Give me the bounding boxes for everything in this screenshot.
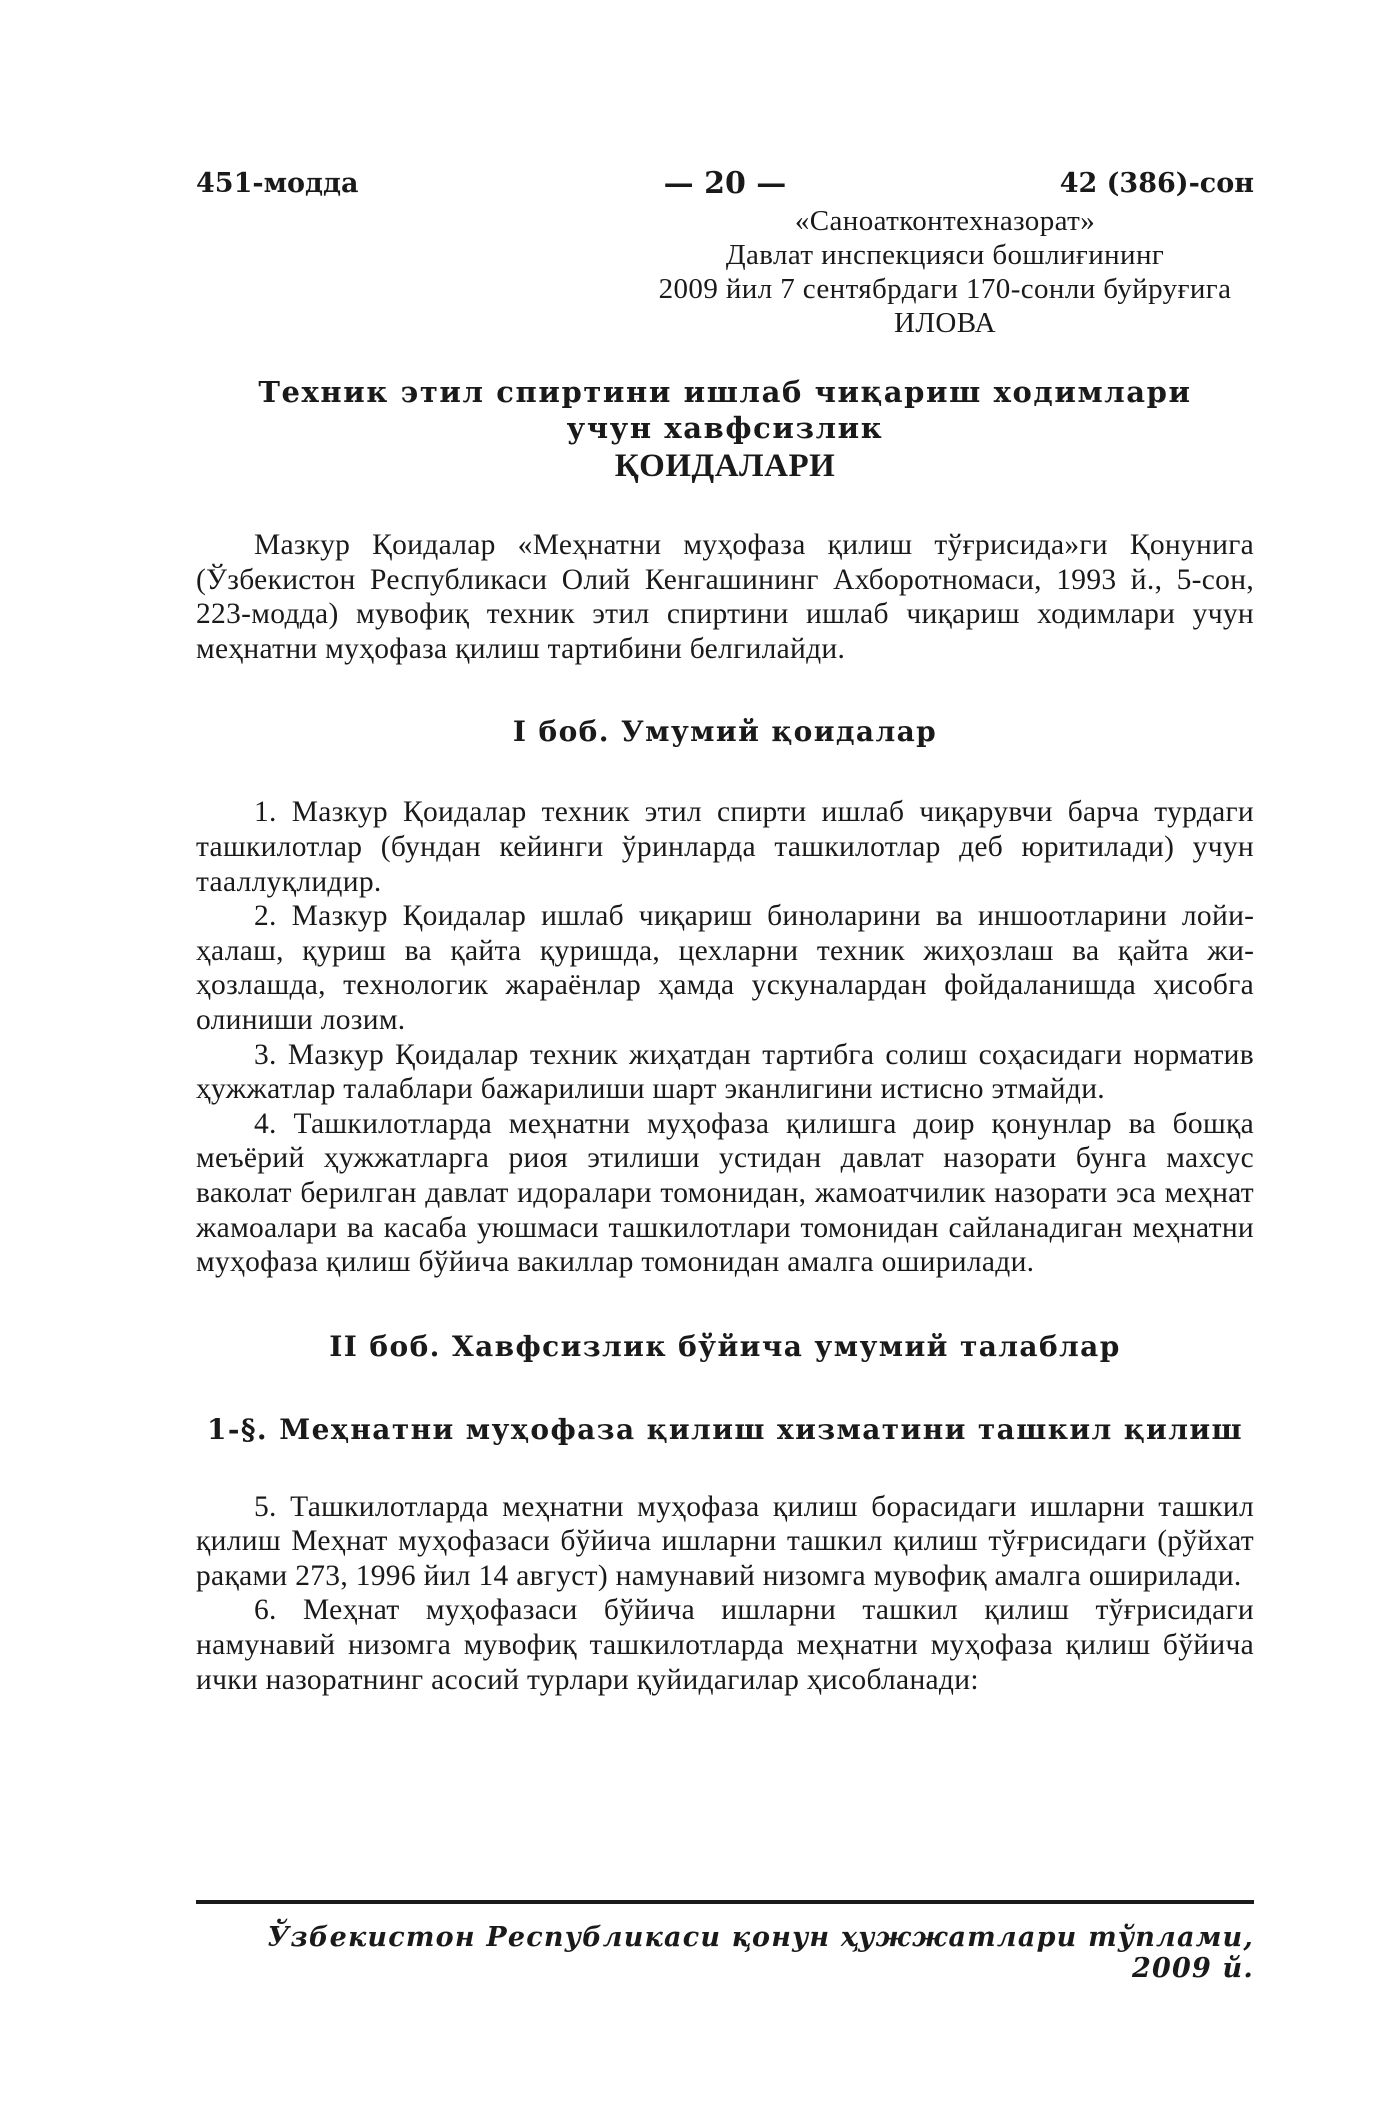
chapter-heading: II боб. Хавфсизлик бўйича умумий талаблар	[329, 1329, 1121, 1363]
title-line: учун хавфсизлик	[566, 411, 884, 445]
title-line: Техник этил спиртини ишлаб чиқариш ходимлари	[258, 375, 1192, 409]
annex-line: Давлат инспекцияси бошлиғининг	[725, 239, 1165, 271]
footer-divider	[196, 1900, 1254, 1904]
list-item: 1. Мазкур Қоидалар техник этил спирти ишлаб чиқарувчи барча турдаги ташкилотлар (бундан кейинги ўринларда ташкилотлар деб юритилади) учун тааллуқлидир.	[196, 796, 1254, 898]
list-item: 5. Ташкилотларда меҳнатни муҳофаза қилиш борасидаги ишларни ташкил қилиш Меҳнат муҳофазаси бўйича ишларни ташкил қилиш тўғрисидаги (рўйхат рақами 273, 1996 йил 14 август) намунавий низомга мувофиқ амалга оширилади.	[196, 1490, 1254, 1592]
list-item: 6. Меҳнат муҳофазаси бўйича ишларни ташкил қилиш тўғрисидаги намунавий низомга мувофиқ ташкилотларда меҳнатни муҳофаза қилиш бўйича ички назоратнинг асосий турлари қуйидагилар ҳисобланади:	[196, 1594, 1254, 1696]
section-heading: 1-§. Меҳнатни муҳофаза қилиш хизматини ташкил қилиш	[206, 1412, 1243, 1446]
title-main: ҚОИДАЛАРИ	[614, 448, 836, 484]
list-item: 2. Мазкур Қоидалар ишлаб чиқариш биноларини ва иншоотларини лойиҳалаш, қуриш ва қайта қуришда, цехларни техник жиҳозлаш ва қайта жиҳозлашда, технологик жараёнлар ҳамда ускуналардан фойдаланишда ҳисобга олиниши лозим.	[196, 900, 1254, 1036]
annex-block	[636, 204, 1254, 340]
document-page	[196, 160, 1254, 1697]
article-number: 451-модда	[196, 168, 359, 199]
list-item: 3. Мазкур Қоидалар техник жиҳатдан тартибга солиш соҳасидаги норматив ҳужжатлар талаблари бажарилиши шарт эканлигини истисно этмайди.	[196, 1038, 1254, 1106]
annex-line: 2009 йил 7 сентябрдаги 170-сонли буйруғига	[658, 273, 1232, 305]
chapter-heading: I боб. Умумий қоидалар	[512, 715, 938, 749]
footer-title: Ўзбекистон Республикаси қонун ҳужжатлари тўплами, 2009 й.	[267, 1922, 1254, 1984]
page-number: — 20 —	[663, 166, 787, 201]
document-title	[196, 374, 1254, 486]
intro-paragraph: Мазкур Қоидалар «Меҳнатни муҳофаза қилиш тўғрисида»ги Қонунига (Ўзбекистон Республикаси Олий Кенгашининг Ахборотномаси, 1993 й., 5-сон, 223-модда) мувофиқ техник этил спиртини ишлаб чиқариш ходимлари учун меҳнатни муҳофаза қилиш тартибини белгилайди.	[196, 529, 1254, 665]
list-item: 4. Ташкилотларда меҳнатни муҳофаза қилишга доир қонунлар ва бошқа меъёрий ҳужжатларга риоя этилиши устидан давлат назорати бунга махсус ваколат берилган давлат идоралари томонидан, жамоатчилик назорати эса меҳнат жамоалари ва касаба уюшмаси ташкилотлари томонидан сайланадиган меҳнатни муҳофаза қилиш бўйича вакиллар томонидан амалга оширилади.	[196, 1107, 1254, 1279]
annex-line: «Саноатконтехназорат»	[794, 205, 1096, 237]
running-header	[196, 160, 1254, 204]
issue-number: 42 (386)-сон	[1059, 168, 1254, 199]
annex-line: ИЛОВА	[893, 307, 996, 339]
